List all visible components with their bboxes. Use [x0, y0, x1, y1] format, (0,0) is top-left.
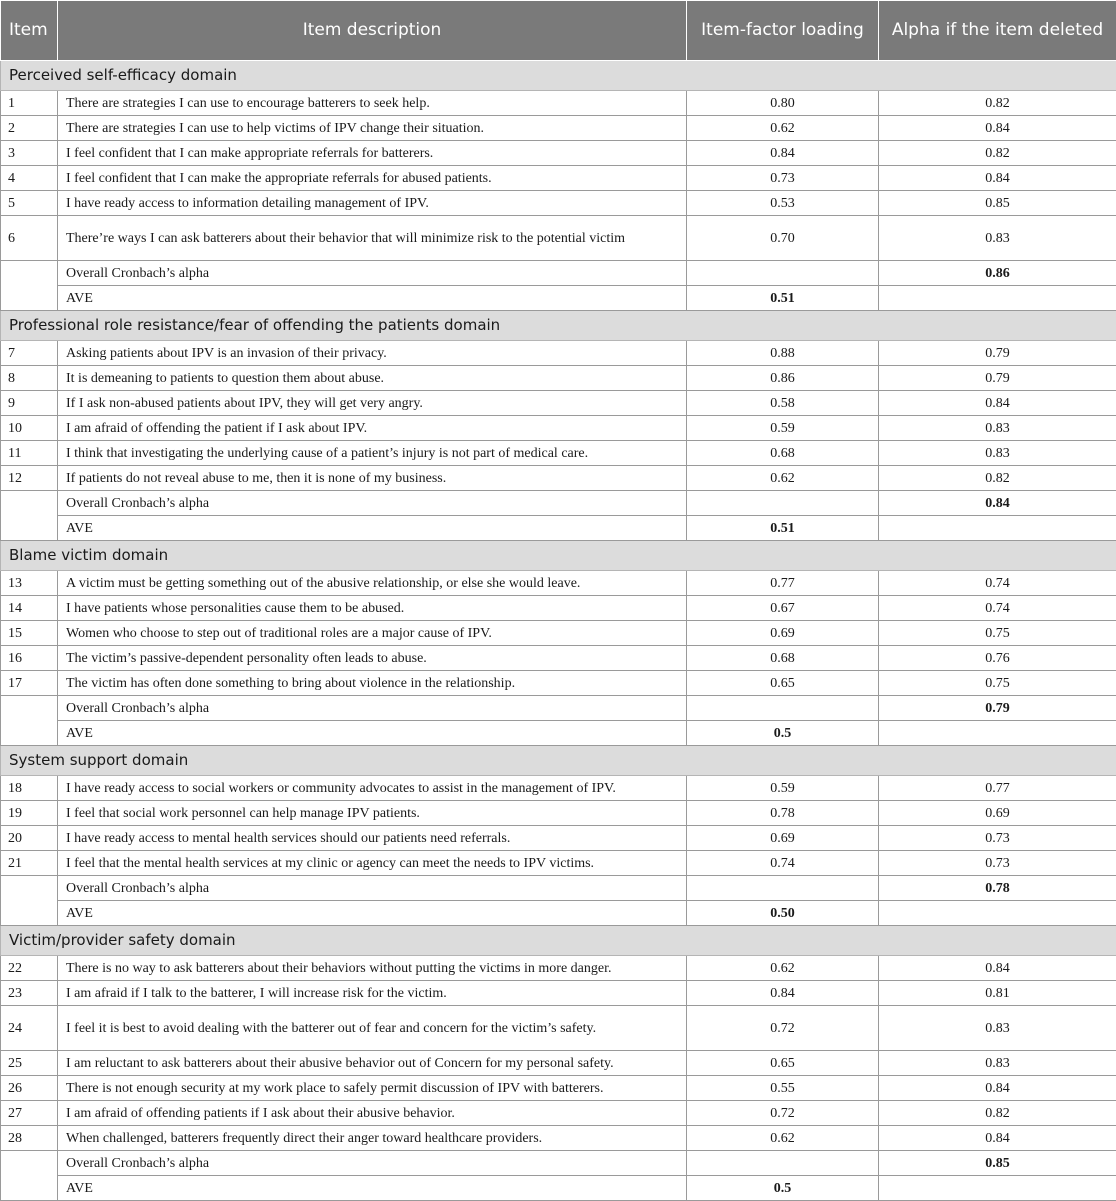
item-alpha-deleted: 0.82	[879, 141, 1116, 166]
ave-row	[1, 286, 1116, 311]
ave-alpha-empty	[879, 901, 1116, 926]
overall-alpha-loading-empty	[687, 491, 879, 516]
overall-alpha-value: 0.84	[879, 491, 1116, 516]
item-number: 22	[1, 956, 58, 981]
item-alpha-deleted: 0.81	[879, 981, 1116, 1006]
item-loading: 0.62	[687, 116, 879, 141]
item-alpha-deleted: 0.75	[879, 621, 1116, 646]
item-loading: 0.58	[687, 391, 879, 416]
table-row	[1, 1006, 1116, 1051]
ave-alpha-empty	[879, 721, 1116, 746]
item-loading: 0.73	[687, 166, 879, 191]
overall-alpha-label: Overall Cronbach’s alpha	[58, 876, 687, 901]
table-row	[1, 801, 1116, 826]
ave-value: 0.5	[687, 721, 879, 746]
overall-alpha-value: 0.79	[879, 696, 1116, 721]
overall-alpha-loading-empty	[687, 261, 879, 286]
item-number: 11	[1, 441, 58, 466]
domain-title: Professional role resistance/fear of offending the patients domain	[1, 311, 1116, 341]
item-loading: 0.62	[687, 956, 879, 981]
item-description: The victim has often done something to bring about violence in the relationship.	[58, 671, 687, 696]
item-description: There’re ways I can ask batterers about their behavior that will minimize risk to the potential victim	[58, 216, 687, 261]
table-row	[1, 596, 1116, 621]
table-row	[1, 956, 1116, 981]
overall-alpha-value: 0.85	[879, 1151, 1116, 1176]
overall-alpha-loading-empty	[687, 876, 879, 901]
item-alpha-deleted: 0.75	[879, 671, 1116, 696]
table-row	[1, 441, 1116, 466]
header-alpha: Alpha if the item deleted	[879, 1, 1116, 61]
table-row	[1, 166, 1116, 191]
item-alpha-deleted: 0.74	[879, 571, 1116, 596]
table-row	[1, 91, 1116, 116]
item-loading: 0.65	[687, 671, 879, 696]
overall-alpha-loading-empty	[687, 696, 879, 721]
item-loading: 0.53	[687, 191, 879, 216]
item-number: 9	[1, 391, 58, 416]
overall-alpha-row	[1, 491, 1116, 516]
summary-spacer	[1, 491, 58, 541]
table-row	[1, 391, 1116, 416]
item-loading: 0.55	[687, 1076, 879, 1101]
header-loading: Item-factor loading	[687, 1, 879, 61]
item-number: 23	[1, 981, 58, 1006]
domain-header-row	[1, 61, 1116, 91]
item-description: When challenged, batterers frequently direct their anger toward healthcare providers.	[58, 1126, 687, 1151]
item-alpha-deleted: 0.83	[879, 216, 1116, 261]
header-description: Item description	[58, 1, 687, 61]
overall-alpha-loading-empty	[687, 1151, 879, 1176]
item-alpha-deleted: 0.84	[879, 166, 1116, 191]
item-description: There are strategies I can use to encourage batterers to seek help.	[58, 91, 687, 116]
item-loading: 0.80	[687, 91, 879, 116]
item-alpha-deleted: 0.82	[879, 91, 1116, 116]
item-description: There are strategies I can use to help victims of IPV change their situation.	[58, 116, 687, 141]
table-row	[1, 416, 1116, 441]
item-alpha-deleted: 0.76	[879, 646, 1116, 671]
table-row	[1, 1051, 1116, 1076]
item-alpha-deleted: 0.83	[879, 1051, 1116, 1076]
item-loading: 0.70	[687, 216, 879, 261]
table-row	[1, 1076, 1116, 1101]
item-number: 4	[1, 166, 58, 191]
overall-alpha-label: Overall Cronbach’s alpha	[58, 261, 687, 286]
ave-row	[1, 1176, 1116, 1201]
item-loading: 0.84	[687, 981, 879, 1006]
item-description: I have patients whose personalities cause them to be abused.	[58, 596, 687, 621]
item-loading: 0.67	[687, 596, 879, 621]
item-loading: 0.72	[687, 1101, 879, 1126]
ave-row	[1, 721, 1116, 746]
item-description: I feel it is best to avoid dealing with the batterer out of fear and concern for the victim’s safety.	[58, 1006, 687, 1051]
overall-alpha-row	[1, 261, 1116, 286]
item-loading: 0.86	[687, 366, 879, 391]
item-loading: 0.59	[687, 416, 879, 441]
item-alpha-deleted: 0.84	[879, 116, 1116, 141]
item-alpha-deleted: 0.69	[879, 801, 1116, 826]
item-loading: 0.74	[687, 851, 879, 876]
item-loading: 0.62	[687, 466, 879, 491]
item-number: 5	[1, 191, 58, 216]
item-number: 15	[1, 621, 58, 646]
item-description: I am afraid if I talk to the batterer, I will increase risk for the victim.	[58, 981, 687, 1006]
ave-label: AVE	[58, 721, 687, 746]
overall-alpha-row	[1, 1151, 1116, 1176]
table-row	[1, 826, 1116, 851]
table-row	[1, 621, 1116, 646]
overall-alpha-label: Overall Cronbach’s alpha	[58, 491, 687, 516]
table-row	[1, 981, 1116, 1006]
table-body	[1, 61, 1116, 1201]
domain-header-row	[1, 311, 1116, 341]
item-number: 12	[1, 466, 58, 491]
item-loading: 0.69	[687, 621, 879, 646]
item-alpha-deleted: 0.79	[879, 341, 1116, 366]
item-description: I feel confident that I can make the appropriate referrals for abused patients.	[58, 166, 687, 191]
overall-alpha-value: 0.78	[879, 876, 1116, 901]
item-description: The victim’s passive-dependent personality often leads to abuse.	[58, 646, 687, 671]
table-row	[1, 1126, 1116, 1151]
item-description: A victim must be getting something out of the abusive relationship, or else she would leave.	[58, 571, 687, 596]
item-loading: 0.68	[687, 646, 879, 671]
item-number: 16	[1, 646, 58, 671]
domain-header-row	[1, 541, 1116, 571]
overall-alpha-row	[1, 696, 1116, 721]
item-alpha-deleted: 0.84	[879, 956, 1116, 981]
item-description: If I ask non-abused patients about IPV, they will get very angry.	[58, 391, 687, 416]
item-description: Women who choose to step out of traditional roles are a major cause of IPV.	[58, 621, 687, 646]
item-loading: 0.77	[687, 571, 879, 596]
item-loading: 0.65	[687, 1051, 879, 1076]
domain-header-row	[1, 926, 1116, 956]
item-loading: 0.69	[687, 826, 879, 851]
table-row	[1, 571, 1116, 596]
item-description: I am reluctant to ask batterers about their abusive behavior out of Concern for my personal safety.	[58, 1051, 687, 1076]
item-loading: 0.78	[687, 801, 879, 826]
ave-label: AVE	[58, 286, 687, 311]
summary-spacer	[1, 696, 58, 746]
table-row	[1, 341, 1116, 366]
item-description: If patients do not reveal abuse to me, then it is none of my business.	[58, 466, 687, 491]
item-number: 18	[1, 776, 58, 801]
item-number: 21	[1, 851, 58, 876]
item-alpha-deleted: 0.83	[879, 441, 1116, 466]
item-loading: 0.84	[687, 141, 879, 166]
item-alpha-deleted: 0.77	[879, 776, 1116, 801]
item-number: 17	[1, 671, 58, 696]
ave-alpha-empty	[879, 286, 1116, 311]
table-row	[1, 671, 1116, 696]
item-description: There is no way to ask batterers about their behaviors without putting the victims in more danger.	[58, 956, 687, 981]
ave-alpha-empty	[879, 1176, 1116, 1201]
table-row	[1, 116, 1116, 141]
item-description: I think that investigating the underlying cause of a patient’s injury is not part of medical care.	[58, 441, 687, 466]
table-row	[1, 141, 1116, 166]
item-alpha-deleted: 0.85	[879, 191, 1116, 216]
item-description: I feel that social work personnel can help manage IPV patients.	[58, 801, 687, 826]
summary-spacer	[1, 1151, 58, 1201]
item-number: 7	[1, 341, 58, 366]
domain-title: Perceived self-efficacy domain	[1, 61, 1116, 91]
item-alpha-deleted: 0.73	[879, 851, 1116, 876]
item-number: 14	[1, 596, 58, 621]
table-row	[1, 366, 1116, 391]
item-description: Asking patients about IPV is an invasion of their privacy.	[58, 341, 687, 366]
item-loading: 0.62	[687, 1126, 879, 1151]
item-number: 6	[1, 216, 58, 261]
table-row	[1, 191, 1116, 216]
ave-alpha-empty	[879, 516, 1116, 541]
item-alpha-deleted: 0.84	[879, 1076, 1116, 1101]
item-number: 1	[1, 91, 58, 116]
ave-label: AVE	[58, 516, 687, 541]
item-alpha-deleted: 0.82	[879, 1101, 1116, 1126]
item-number: 19	[1, 801, 58, 826]
domain-header-row	[1, 746, 1116, 776]
ave-row	[1, 901, 1116, 926]
item-number: 10	[1, 416, 58, 441]
domain-title: System support domain	[1, 746, 1116, 776]
item-number: 2	[1, 116, 58, 141]
item-alpha-deleted: 0.83	[879, 1006, 1116, 1051]
item-number: 26	[1, 1076, 58, 1101]
header-row	[1, 1, 1116, 61]
table-row	[1, 776, 1116, 801]
item-alpha-deleted: 0.82	[879, 466, 1116, 491]
item-alpha-deleted: 0.84	[879, 391, 1116, 416]
overall-alpha-value: 0.86	[879, 261, 1116, 286]
item-number: 13	[1, 571, 58, 596]
summary-spacer	[1, 261, 58, 311]
table-row	[1, 646, 1116, 671]
item-loading: 0.59	[687, 776, 879, 801]
item-description: I am afraid of offending the patient if I ask about IPV.	[58, 416, 687, 441]
ave-value: 0.5	[687, 1176, 879, 1201]
item-description: I have ready access to mental health services should our patients need referrals.	[58, 826, 687, 851]
overall-alpha-row	[1, 876, 1116, 901]
ave-value: 0.50	[687, 901, 879, 926]
domain-title: Blame victim domain	[1, 541, 1116, 571]
item-alpha-deleted: 0.83	[879, 416, 1116, 441]
item-alpha-deleted: 0.79	[879, 366, 1116, 391]
item-number: 25	[1, 1051, 58, 1076]
item-number: 3	[1, 141, 58, 166]
item-description: I am afraid of offending patients if I ask about their abusive behavior.	[58, 1101, 687, 1126]
item-number: 20	[1, 826, 58, 851]
ave-label: AVE	[58, 1176, 687, 1201]
table-row	[1, 1101, 1116, 1126]
domain-title: Victim/provider safety domain	[1, 926, 1116, 956]
item-description: There is not enough security at my work place to safely permit discussion of IPV with batterers.	[58, 1076, 687, 1101]
item-loading: 0.88	[687, 341, 879, 366]
ave-value: 0.51	[687, 286, 879, 311]
item-description: I have ready access to information detailing management of IPV.	[58, 191, 687, 216]
item-loading: 0.72	[687, 1006, 879, 1051]
item-description: I feel that the mental health services at my clinic or agency can meet the needs to IPV victims.	[58, 851, 687, 876]
item-alpha-deleted: 0.74	[879, 596, 1116, 621]
item-number: 28	[1, 1126, 58, 1151]
ave-row	[1, 516, 1116, 541]
item-alpha-deleted: 0.84	[879, 1126, 1116, 1151]
table-row	[1, 851, 1116, 876]
ave-value: 0.51	[687, 516, 879, 541]
item-number: 24	[1, 1006, 58, 1051]
item-alpha-deleted: 0.73	[879, 826, 1116, 851]
summary-spacer	[1, 876, 58, 926]
overall-alpha-label: Overall Cronbach’s alpha	[58, 1151, 687, 1176]
item-description: I have ready access to social workers or community advocates to assist in the management of IPV.	[58, 776, 687, 801]
item-description: It is demeaning to patients to question them about abuse.	[58, 366, 687, 391]
item-number: 8	[1, 366, 58, 391]
table-row	[1, 466, 1116, 491]
header-item: Item	[1, 1, 58, 61]
overall-alpha-label: Overall Cronbach’s alpha	[58, 696, 687, 721]
item-description: I feel confident that I can make appropriate referrals for batterers.	[58, 141, 687, 166]
item-loading: 0.68	[687, 441, 879, 466]
item-number: 27	[1, 1101, 58, 1126]
table-row	[1, 216, 1116, 261]
ave-label: AVE	[58, 901, 687, 926]
